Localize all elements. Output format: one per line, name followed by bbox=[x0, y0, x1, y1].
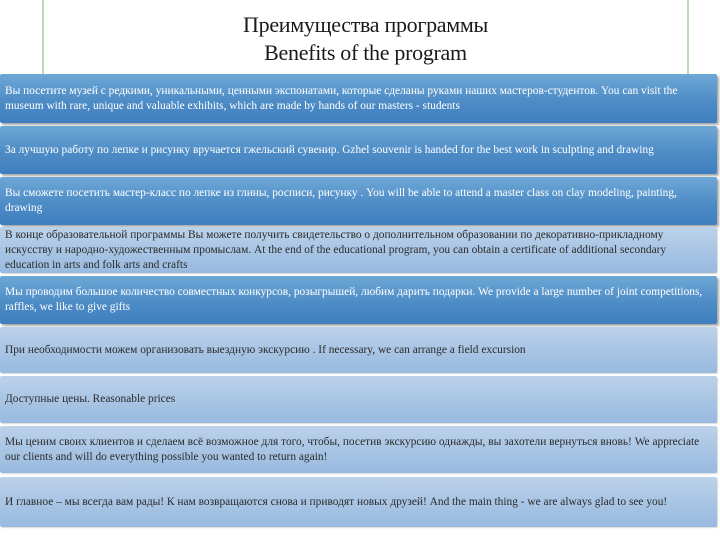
title-box bbox=[42, 0, 689, 76]
benefit-text: Вы сможете посетить мастер-класс по лепке из глины, росписи, рисунку . You will be able to attend a master class on clay modeling, painting, drawing bbox=[5, 187, 677, 214]
benefit-master-class bbox=[0, 177, 717, 225]
benefit-clients bbox=[0, 426, 717, 473]
benefit-text: За лучшую работу по лепке и рисунку вручается гжельский сувенир. Gzhel souvenir is handed for the best work in sculpting and drawing bbox=[5, 143, 654, 156]
benefit-competitions bbox=[0, 276, 717, 324]
benefit-text: При необходимости можем организовать выездную экскурсию . If necessary, we can arrange a field excursion bbox=[5, 343, 526, 356]
benefit-text: Доступные цены. Reasonable prices bbox=[5, 393, 176, 405]
benefit-text: В конце образовательной программы Вы можете получить свидетельство о дополнительном образовании по декоративно-прикладному искусству и народно-художественным промыслам. At the end of the educational program, you can obtain a certificate of additional secondary education in arts and folk arts and crafts bbox=[5, 228, 667, 271]
benefit-prices bbox=[0, 376, 717, 423]
benefit-excursion bbox=[0, 327, 717, 373]
benefit-certificate bbox=[0, 227, 717, 273]
title-english: Benefits of the program bbox=[264, 40, 467, 65]
benefit-text: И главное – мы всегда вам рады! К нам возвращаются снова и приводят новых друзей! And the main thing - we are always glad to see you! bbox=[5, 495, 668, 508]
benefit-museum bbox=[0, 74, 717, 123]
benefit-text: Вы посетите музей с редкими, уникальными, ценными экспонатами, которые сделаны руками наших мастеров-студентов. You can visit the museum with rare, unique and valuable exhibits, which are made by hands of our masters - students bbox=[5, 84, 678, 112]
benefit-main-thing bbox=[0, 477, 717, 527]
benefit-souvenir bbox=[0, 126, 717, 174]
benefit-text: Мы ценим своих клиентов и сделаем всё возможное для того, чтобы, посетив экскурсию однажды, вы захотели вернуться вновь! We appreciate our clients and will do everything possible you wanted to return again! bbox=[5, 435, 700, 463]
benefit-text: Мы проводим большое количество совместных конкурсов, розыгрышей, любим дарить подарки. We provide a large number of joint competitions, raffles, we like to give gifts bbox=[5, 286, 703, 313]
title-russian: Преимущества программы bbox=[243, 12, 488, 37]
